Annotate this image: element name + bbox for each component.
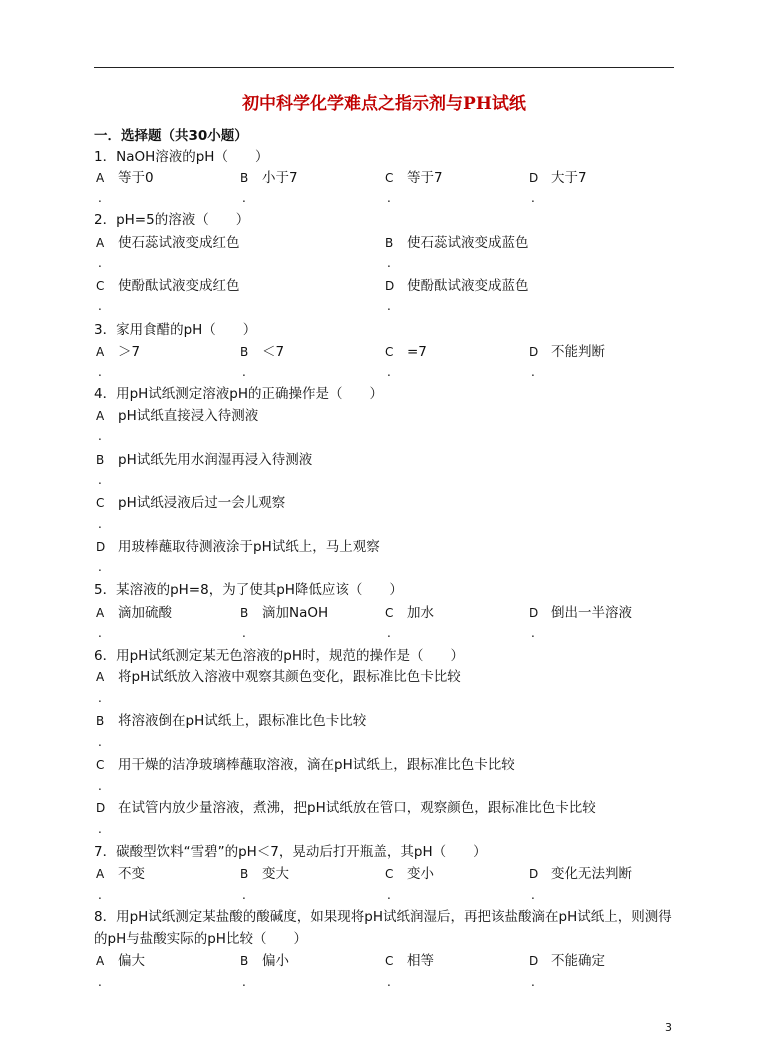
question-stem: 5．某溶液的pH=8，为了使其pH降低应该（ ） bbox=[94, 582, 403, 598]
option-d: D 在试管内放少量溶液，煮沸，把pH试纸放在管口，观察颜色，跟标准比色卡比较 bbox=[96, 800, 596, 816]
option-c: C pH试纸浸液后过一会儿观察 bbox=[96, 495, 286, 511]
dot-mark: . bbox=[531, 975, 535, 989]
option-d: D 倒出一半溶液 bbox=[529, 605, 632, 621]
option-c: C 等于7 bbox=[385, 170, 443, 186]
dot-mark: . bbox=[98, 735, 102, 749]
option-a: A 等于0 bbox=[96, 170, 154, 186]
dot-mark: . bbox=[98, 429, 102, 443]
dot-mark: . bbox=[531, 888, 535, 902]
question-stem: 2．pH=5的溶液（ ） bbox=[94, 212, 250, 228]
dot-mark: . bbox=[531, 626, 535, 640]
dot-mark: . bbox=[531, 191, 535, 205]
question-stem: 3．家用食醋的pH（ ） bbox=[94, 322, 257, 338]
dot-mark: . bbox=[98, 299, 102, 313]
dot-mark: . bbox=[98, 517, 102, 531]
dot-mark: . bbox=[387, 626, 391, 640]
option-c: C 变小 bbox=[385, 866, 434, 882]
dot-mark: . bbox=[98, 626, 102, 640]
option-a: A 不变 bbox=[96, 866, 145, 882]
dot-mark: . bbox=[242, 888, 246, 902]
dot-mark: . bbox=[387, 299, 391, 313]
dot-mark: . bbox=[387, 975, 391, 989]
dot-mark: . bbox=[98, 691, 102, 705]
option-b: B 偏小 bbox=[240, 953, 289, 969]
option-c: C 使酚酞试液变成红色 bbox=[96, 278, 240, 294]
option-c: C 加水 bbox=[385, 605, 434, 621]
dot-mark: . bbox=[98, 888, 102, 902]
option-d: D 使酚酞试液变成蓝色 bbox=[385, 278, 529, 294]
document-title: 初中科学化学难点之指示剂与PH试纸 bbox=[242, 94, 526, 114]
option-b: B 小于7 bbox=[240, 170, 298, 186]
option-a: A 使石蕊试液变成红色 bbox=[96, 235, 240, 251]
option-b: B 使石蕊试液变成蓝色 bbox=[385, 235, 529, 251]
dot-mark: . bbox=[242, 626, 246, 640]
option-b: B pH试纸先用水润湿再浸入待测液 bbox=[96, 452, 313, 468]
question-stem: 6．用pH试纸测定某无色溶液的pH时，规范的操作是（ ） bbox=[94, 648, 465, 664]
question-stem: 4．用pH试纸测定溶液pH的正确操作是（ ） bbox=[94, 386, 384, 402]
dot-mark: . bbox=[98, 365, 102, 379]
dot-mark: . bbox=[531, 365, 535, 379]
dot-mark: . bbox=[242, 975, 246, 989]
option-b: B 滴加NaOH bbox=[240, 605, 329, 621]
option-d: D 用玻棒蘸取待测液涂于pH试纸上，马上观察 bbox=[96, 539, 380, 555]
dot-mark: . bbox=[387, 888, 391, 902]
dot-mark: . bbox=[242, 191, 246, 205]
dot-mark: . bbox=[98, 822, 102, 836]
option-a: A pH试纸直接浸入待测液 bbox=[96, 408, 259, 424]
dot-mark: . bbox=[98, 473, 102, 487]
option-c: C 用干燥的洁净玻璃棒蘸取溶液，滴在pH试纸上，跟标准比色卡比较 bbox=[96, 757, 515, 773]
dot-mark: . bbox=[98, 975, 102, 989]
header-rule bbox=[94, 67, 674, 68]
question-stem: 7．碳酸型饮料“雪碧”的pH＜7，晃动后打开瓶盖，其pH（ ） bbox=[94, 844, 487, 860]
option-d: D 变化无法判断 bbox=[529, 866, 632, 882]
section-heading: 一．选择题（共30小题） bbox=[94, 128, 248, 144]
dot-mark: . bbox=[387, 191, 391, 205]
option-d: D 不能判断 bbox=[529, 344, 605, 360]
dot-mark: . bbox=[98, 256, 102, 270]
dot-mark: . bbox=[387, 365, 391, 379]
option-a: A 滴加硫酸 bbox=[96, 605, 172, 621]
option-c: C 相等 bbox=[385, 953, 434, 969]
dot-mark: . bbox=[98, 560, 102, 574]
dot-mark: . bbox=[98, 779, 102, 793]
option-d: D 大于7 bbox=[529, 170, 587, 186]
dot-mark: . bbox=[242, 365, 246, 379]
page-number: 3 bbox=[665, 1021, 672, 1034]
option-b: B 变大 bbox=[240, 866, 289, 882]
option-a: A 偏大 bbox=[96, 953, 145, 969]
option-b: B ＜7 bbox=[240, 344, 285, 360]
option-d: D 不能确定 bbox=[529, 953, 605, 969]
question-stem: 8．用pH试纸测定某盐酸的酸碱度，如果现将pH试纸润湿后，再把该盐酸滴在pH试纸上，则测得的pH与盐酸实际的pH比较（ ） bbox=[94, 909, 672, 947]
question-stem: 1．NaOH溶液的pH（ ） bbox=[94, 149, 269, 165]
dot-mark: . bbox=[387, 256, 391, 270]
dot-mark: . bbox=[98, 191, 102, 205]
option-a: A ＞7 bbox=[96, 344, 141, 360]
option-b: B 将溶液倒在pH试纸上，跟标准比色卡比较 bbox=[96, 713, 367, 729]
option-c: C =7 bbox=[385, 344, 427, 360]
option-a: A 将pH试纸放入溶液中观察其颜色变化，跟标准比色卡比较 bbox=[96, 669, 461, 685]
